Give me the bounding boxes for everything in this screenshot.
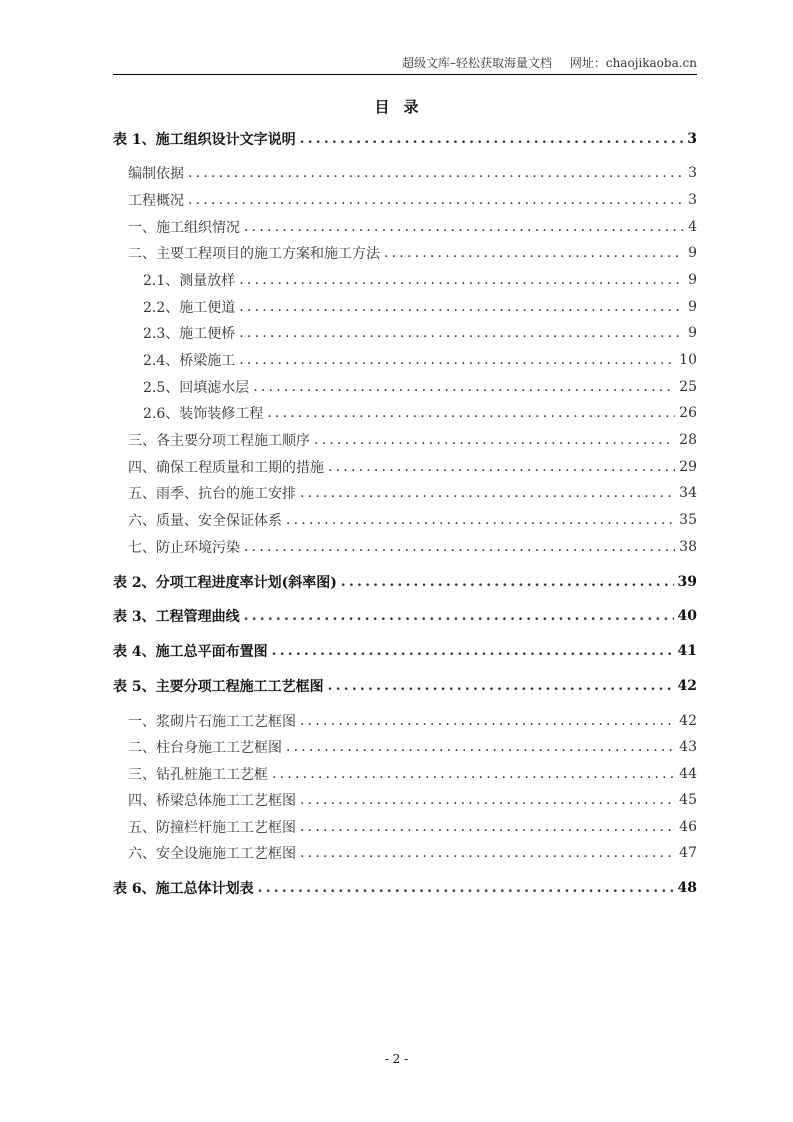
toc-entry-label: 表 3、工程管理曲线 xyxy=(113,609,240,625)
page-header xyxy=(113,54,697,75)
toc-leader-dots xyxy=(272,643,674,659)
header-url: 网址：chaojikaoba.cn xyxy=(569,56,697,70)
toc-entry-page: 48 xyxy=(677,880,697,896)
toc-entry-page: 47 xyxy=(679,845,697,861)
page-number: - 2 - xyxy=(384,1052,409,1066)
toc-entry[interactable] xyxy=(143,323,697,343)
toc-entry-label: 2.5、回填滤水层 xyxy=(143,380,250,396)
toc-entry[interactable] xyxy=(128,217,697,237)
toc-entry[interactable] xyxy=(113,676,697,696)
toc-leader-dots xyxy=(188,165,683,181)
toc-entry-page: 39 xyxy=(677,574,697,590)
toc-leader-dots xyxy=(314,432,675,448)
toc-leader-dots xyxy=(272,766,675,782)
toc-entry[interactable] xyxy=(143,297,697,317)
toc-entry-page: 45 xyxy=(679,792,697,808)
toc-entry-page: 26 xyxy=(679,405,697,421)
title-part-1: 目 xyxy=(374,98,390,116)
toc-leader-dots xyxy=(239,299,683,315)
toc-entry-label: 五、防撞栏杆施工工艺框图 xyxy=(128,820,296,836)
toc-entry-label: 三、各主要分项工程施工顺序 xyxy=(128,433,310,449)
toc-leader-dots xyxy=(300,819,675,835)
toc-entry-label: 2.3、施工便桥 xyxy=(143,326,236,342)
toc-leader-dots xyxy=(239,325,683,341)
toc-leader-dots xyxy=(300,131,683,147)
toc-entry-page: 35 xyxy=(679,512,697,528)
toc-entry[interactable] xyxy=(128,457,697,477)
toc-entry-page: 9 xyxy=(688,245,697,261)
toc-entry-label: 二、柱台身施工工艺框图 xyxy=(128,740,282,756)
toc-leader-dots xyxy=(384,245,683,261)
toc-entry-label: 四、确保工程质量和工期的措施 xyxy=(128,460,324,476)
toc-entry[interactable] xyxy=(143,377,697,397)
toc-entry-label: 三、钻孔桩施工工艺框 xyxy=(128,767,268,783)
toc-leader-dots xyxy=(267,405,675,421)
toc-entry-label: 表 5、主要分项工程施工工艺框图 xyxy=(113,679,324,695)
toc-leader-dots xyxy=(258,880,674,896)
toc-entry-label: 2.4、桥梁施工 xyxy=(143,353,236,369)
toc-entry[interactable] xyxy=(143,270,697,290)
toc-entry-page: 40 xyxy=(677,608,697,624)
toc-entry-label: 表 1、施工组织设计文字说明 xyxy=(113,132,296,148)
toc-entry[interactable] xyxy=(113,878,697,898)
toc-entry-label: 2.2、施工便道 xyxy=(143,300,236,316)
toc-entry-label: 七、防止环境污染 xyxy=(128,540,240,556)
title-part-2: 录 xyxy=(403,98,419,116)
toc-entry[interactable] xyxy=(113,129,697,149)
toc-entry[interactable] xyxy=(143,350,697,370)
toc-entry[interactable] xyxy=(128,737,697,757)
toc-entry[interactable] xyxy=(128,190,697,210)
toc-entry-label: 六、安全设施施工工艺框图 xyxy=(128,846,296,862)
toc-entry[interactable] xyxy=(128,510,697,530)
toc-leader-dots xyxy=(300,792,675,808)
toc-entry-page: 34 xyxy=(679,485,697,501)
toc-entry-page: 41 xyxy=(677,643,697,659)
toc-leader-dots xyxy=(300,713,675,729)
toc-leader-dots xyxy=(244,608,674,624)
toc-entry-label: 五、雨季、抗台的施工安排 xyxy=(128,486,296,502)
toc-entry-page: 3 xyxy=(687,131,697,147)
toc-entry-page: 3 xyxy=(688,192,697,208)
toc-entry-page: 44 xyxy=(679,766,697,782)
toc-entry[interactable] xyxy=(128,790,697,810)
toc-entry[interactable] xyxy=(113,572,697,592)
toc-leader-dots xyxy=(244,539,675,555)
toc-entry[interactable] xyxy=(128,537,697,557)
toc-entry-page: 9 xyxy=(688,299,697,315)
toc-entry-label: 四、桥梁总体施工工艺框图 xyxy=(128,793,296,809)
toc-leader-dots xyxy=(286,739,675,755)
toc-entry-label: 二、主要工程项目的施工方案和施工方法 xyxy=(128,246,380,262)
toc-entry-page: 9 xyxy=(688,272,697,288)
toc-leader-dots xyxy=(239,352,675,368)
toc-entry[interactable] xyxy=(128,764,697,784)
toc-entry[interactable] xyxy=(128,817,697,837)
toc-entry-page: 4 xyxy=(688,219,697,235)
toc-entry[interactable] xyxy=(143,403,697,423)
toc-leader-dots xyxy=(300,845,675,861)
toc-entry-label: 2.6、装饰装修工程 xyxy=(143,406,264,422)
toc-entry-page: 28 xyxy=(679,432,697,448)
toc-entry[interactable] xyxy=(128,843,697,863)
toc-entry-label: 表 6、施工总体计划表 xyxy=(113,881,254,897)
toc-entry-page: 42 xyxy=(679,713,697,729)
toc-entry[interactable] xyxy=(128,483,697,503)
toc-entry[interactable] xyxy=(128,430,697,450)
toc-entry-page: 43 xyxy=(679,739,697,755)
toc-entry-page: 42 xyxy=(677,678,697,694)
page-title xyxy=(0,96,793,117)
toc-leader-dots xyxy=(286,512,675,528)
toc-leader-dots xyxy=(328,678,674,694)
toc-entry-label: 2.1、测量放样 xyxy=(143,273,236,289)
toc-entry[interactable] xyxy=(128,711,697,731)
toc-entry[interactable] xyxy=(113,641,697,661)
toc-entry-page: 25 xyxy=(679,379,697,395)
toc-entry-page: 9 xyxy=(688,325,697,341)
toc-entry[interactable] xyxy=(128,163,697,183)
toc-entry[interactable] xyxy=(128,243,697,263)
toc-leader-dots xyxy=(188,192,683,208)
toc-leader-dots xyxy=(244,219,683,235)
toc-entry-label: 工程概况 xyxy=(128,193,184,209)
toc-entry-label: 表 4、施工总平面布置图 xyxy=(113,644,268,660)
toc-entry-page: 3 xyxy=(688,165,697,181)
toc-entry-page: 46 xyxy=(679,819,697,835)
toc-entry-page: 10 xyxy=(679,352,697,368)
toc-entry-page: 38 xyxy=(679,539,697,555)
toc-entry-label: 编制依据 xyxy=(128,166,184,182)
toc-leader-dots xyxy=(300,485,675,501)
toc-entry-page: 29 xyxy=(679,459,697,475)
toc-leader-dots xyxy=(328,459,675,475)
toc-entry-label: 六、质量、安全保证体系 xyxy=(128,513,282,529)
toc-entry-label: 一、施工组织情况 xyxy=(128,220,240,236)
toc-entry-label: 一、浆砌片石施工工艺框图 xyxy=(128,714,296,730)
toc-leader-dots xyxy=(341,574,674,590)
toc-leader-dots xyxy=(239,272,683,288)
header-site-name: 超级文库–轻松获取海量文档 xyxy=(402,56,553,70)
toc-leader-dots xyxy=(253,379,675,395)
toc-entry-label: 表 2、分项工程进度率计划(斜率图) xyxy=(113,575,337,591)
toc-entry[interactable] xyxy=(113,606,697,626)
